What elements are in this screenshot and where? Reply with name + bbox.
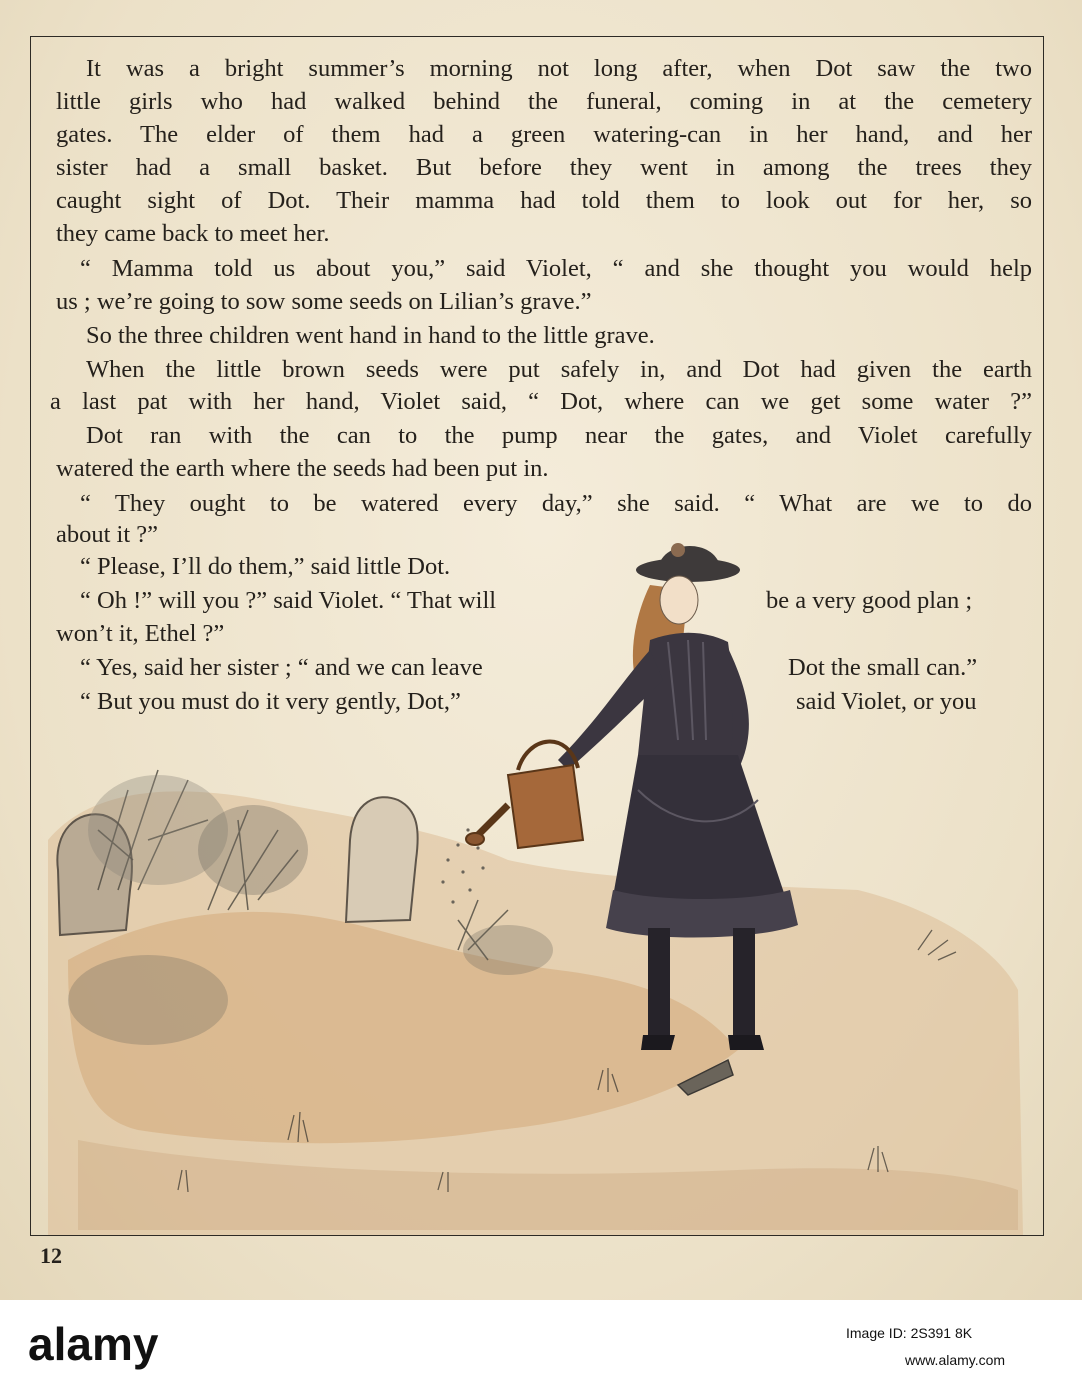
text-line: us ; we’re going to sow some seeds on Lilian’s grave.” (56, 288, 592, 315)
text-line: caught sight of Dot. Their mamma had told them to look out for her, so (56, 187, 1032, 214)
text-line: little girls who had walked behind the funeral, coming in at the cemetery (56, 88, 1032, 115)
text-line: they came back to meet her. (56, 220, 330, 247)
text-line: about it ?” (56, 521, 159, 548)
text-line: a last pat with her hand, Violet said, “ Dot, where can we get some water ?” (50, 388, 1032, 415)
text-line: So the three children went hand in hand to the little grave. (86, 322, 655, 349)
text-line: “ Mamma told us about you,” said Violet, “ and she thought you would help (80, 255, 1032, 282)
text-line: said Violet, or you (796, 688, 977, 715)
alamy-logo (28, 1318, 203, 1372)
alamy-logo-text: alamy (28, 1318, 159, 1370)
girl-watering-grave-illustration (38, 530, 1038, 1235)
text-line: “ Yes, said her sister ; “ and we can leave (80, 654, 483, 681)
text-line: “ They ought to be watered every day,” she said. “ What are we to do (80, 490, 1032, 517)
text-line: It was a bright summer’s morning not long after, when Dot saw the two (86, 55, 1032, 82)
image-id: Image ID: 2S391 8K (846, 1325, 973, 1341)
text-line: watered the earth where the seeds had been put in. (56, 455, 549, 482)
page-number: 12 (40, 1243, 62, 1268)
text-line: won’t it, Ethel ?” (56, 620, 225, 647)
text-line: “ Oh !” will you ?” said Violet. “ That will (80, 587, 497, 614)
source-url: www.alamy.com (905, 1352, 1006, 1368)
text-line: sister had a small basket. But before they went in among the trees they (56, 154, 1032, 181)
text-line: When the little brown seeds were put safely in, and Dot had given the earth (86, 356, 1032, 383)
text-line: “ But you must do it very gently, Dot,” (80, 688, 461, 715)
text-line: be a very good plan ; (766, 587, 973, 614)
text-line: Dot ran with the can to the pump near the gates, and Violet carefully (86, 422, 1032, 449)
text-line: gates. The elder of them had a green watering-can in her hand, and her (56, 121, 1032, 148)
text-line: “ Please, I’ll do them,” said little Dot. (80, 553, 451, 580)
text-line: Dot the small can.” (788, 654, 978, 681)
